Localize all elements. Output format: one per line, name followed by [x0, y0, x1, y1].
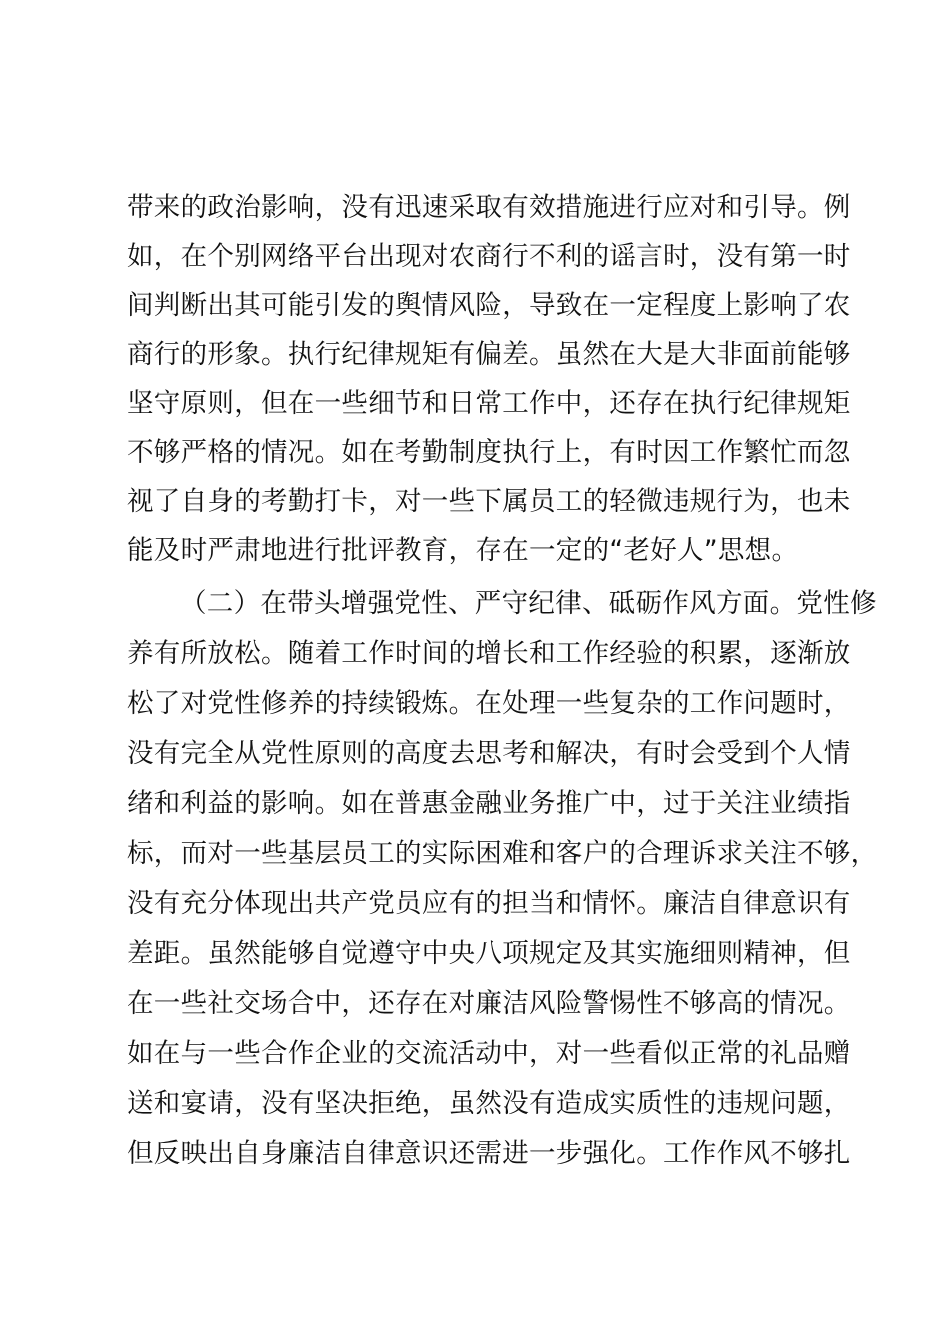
text-line: 但反映出自身廉洁自律意识还需进一步强化。工作作风不够扎 [127, 1138, 851, 1169]
text-line: 如在与一些合作企业的交流活动中，对一些看似正常的礼品赠 [127, 1038, 851, 1069]
text-line: 能及时严肃地进行批评教育，存在一定的“老好人”思想。 [127, 535, 799, 566]
text-line: 不够严格的情况。如在考勤制度执行上，有时因工作繁忙而忽 [127, 437, 851, 468]
text-line: 带来的政治影响，没有迅速采取有效措施进行应对和引导。例 [127, 192, 851, 223]
text-line: 视了自身的考勤打卡，对一些下属员工的轻微违规行为，也未 [127, 486, 851, 517]
text-line: 没有完全从党性原则的高度去思考和解决，有时会受到个人情 [127, 738, 851, 769]
text-line: 如，在个别网络平台出现对农商行不利的谣言时，没有第一时 [127, 241, 851, 272]
text-line: 养有所放松。随着工作时间的增长和工作经验的积累，逐渐放 [127, 638, 851, 669]
section-heading-line: （二）在带头增强党性、严守纪律、砥砺作风方面。党性修 [180, 588, 877, 619]
text-line: 松了对党性修养的持续锻炼。在处理一些复杂的工作问题时， [127, 688, 851, 719]
text-line: 送和宴请，没有坚决拒绝，虽然没有造成实质性的违规问题， [127, 1088, 851, 1119]
text-line: 没有充分体现出共产党员应有的担当和情怀。廉洁自律意识有 [127, 888, 851, 919]
text-line: 间判断出其可能引发的舆情风险，导致在一定程度上影响了农 [127, 290, 851, 321]
text-line: 商行的形象。执行纪律规矩有偏差。虽然在大是大非面前能够 [127, 339, 851, 370]
text-line: 差距。虽然能够自觉遵守中央八项规定及其实施细则精神，但 [127, 938, 851, 969]
text-line: 坚守原则，但在一些细节和日常工作中，还存在执行纪律规矩 [127, 388, 851, 419]
text-line: 绪和利益的影响。如在普惠金融业务推广中，过于关注业绩指 [127, 788, 851, 819]
text-line: 标，而对一些基层员工的实际困难和客户的合理诉求关注不够， [127, 838, 878, 869]
text-line: 在一些社交场合中，还存在对廉洁风险警惕性不够高的情况。 [127, 988, 851, 1019]
